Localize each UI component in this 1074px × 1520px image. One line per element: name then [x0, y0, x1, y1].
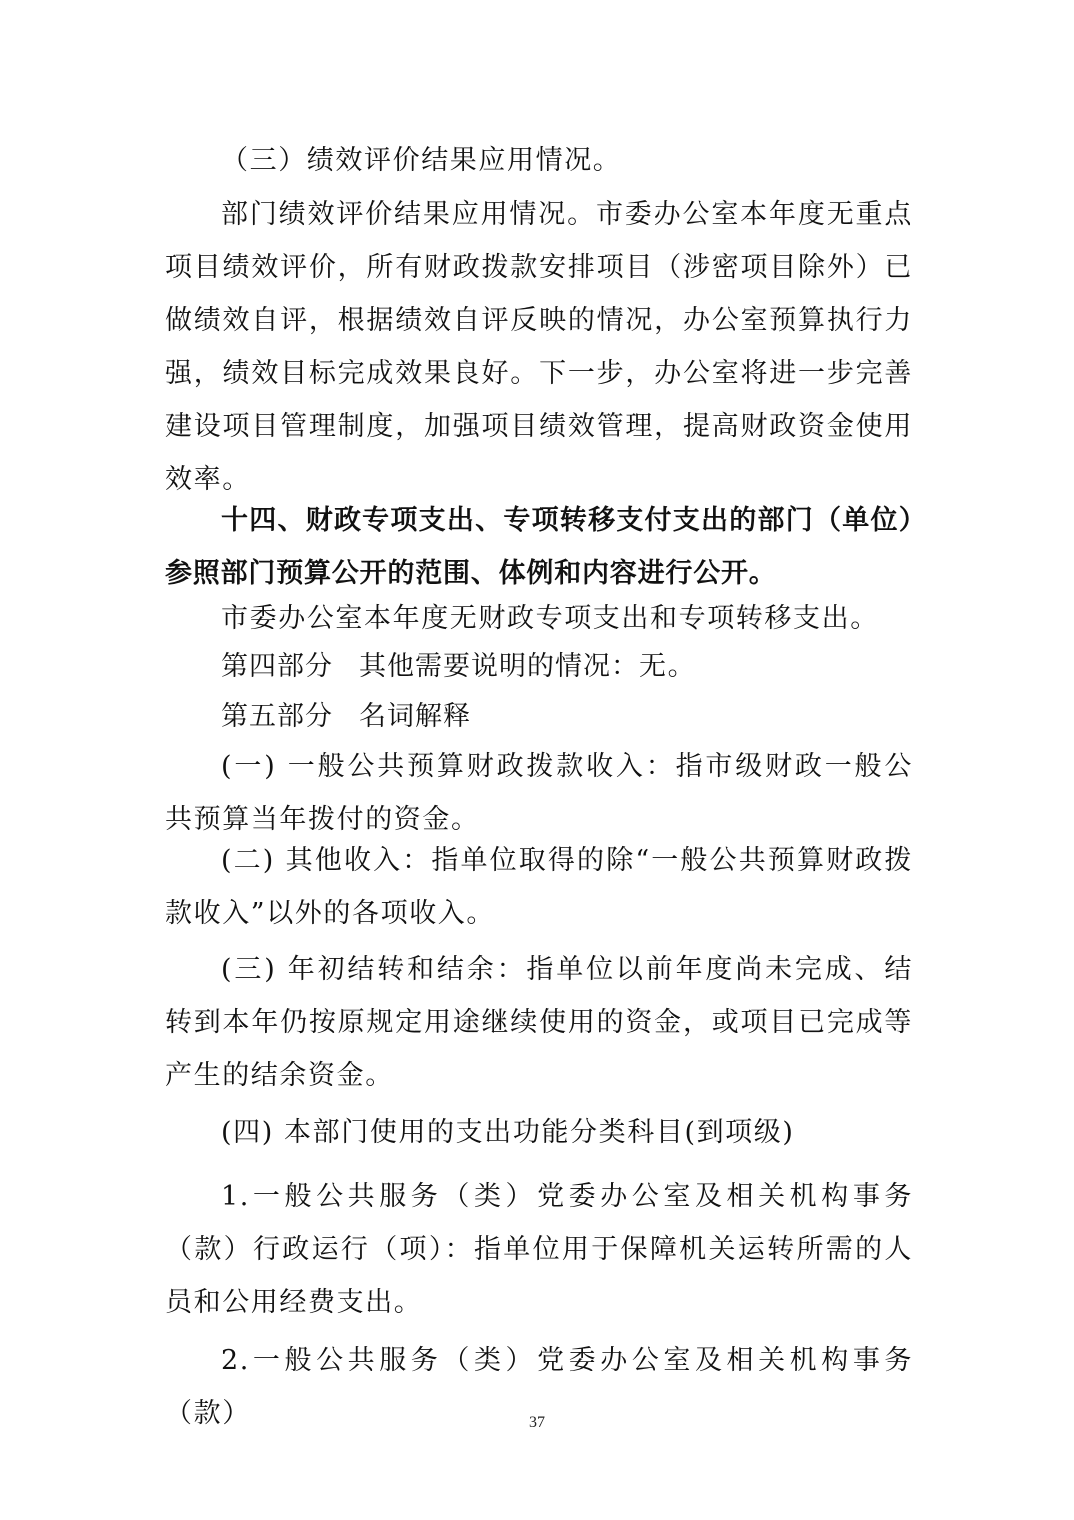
term-1: (一) 一般公共预算财政拨款收入：指市级财政一般公共预算当年拨付的资金。 [165, 751, 913, 835]
part-5-line [165, 690, 913, 743]
term-2: (二) 其他收入：指单位取得的除“一般公共预算财政拨款收入”以外的各项收入。 [165, 845, 913, 929]
term-4: (四) 本部门使用的支出功能分类科目(到项级) [221, 1117, 795, 1148]
section-14-heading: 十四、财政专项支出、专项转移支付支出的部门（单位）参照部门预算公开的范围、体例和内容进行公开。 [165, 505, 913, 589]
part-4-value: 无。 [639, 651, 697, 682]
part-5-title: 名词解释 [359, 701, 471, 732]
section-14-body: 市委办公室本年度无财政专项支出和专项转移支出。 [221, 603, 879, 634]
page-number: 37 [529, 1414, 545, 1431]
term-3: (三) 年初结转和结余：指单位以前年度尚未完成、结转到本年仍按原规定用途继续使用的资金，或项目已完成等产生的结余资金。 [165, 954, 913, 1091]
part-4-label: 第四部分 [221, 651, 333, 682]
item-2: 2.一般公共服务（类）党委办公室及相关机构事务（款） [165, 1345, 913, 1429]
part-5-label: 第五部分 [221, 701, 333, 732]
item-1: 1.一般公共服务（类）党委办公室及相关机构事务（款）行政运行（项）：指单位用于保障机关运转所需的人员和公用经费支出。 [165, 1181, 913, 1318]
part-4-title: 其他需要说明的情况： [359, 651, 639, 682]
section-3-heading: （三）绩效评价结果应用情况。 [221, 145, 622, 176]
part-4-line [165, 640, 913, 693]
section-3-body: 部门绩效评价结果应用情况。市委办公室本年度无重点项目绩效评价，所有财政拨款安排项目（涉密项目除外）已做绩效自评，根据绩效自评反映的情况，办公室预算执行力强，绩效目标完成效果良好。下一步，办公室将进一步完善建设项目管理制度，加强项目绩效管理，提高财政资金使用效率。 [165, 199, 913, 495]
